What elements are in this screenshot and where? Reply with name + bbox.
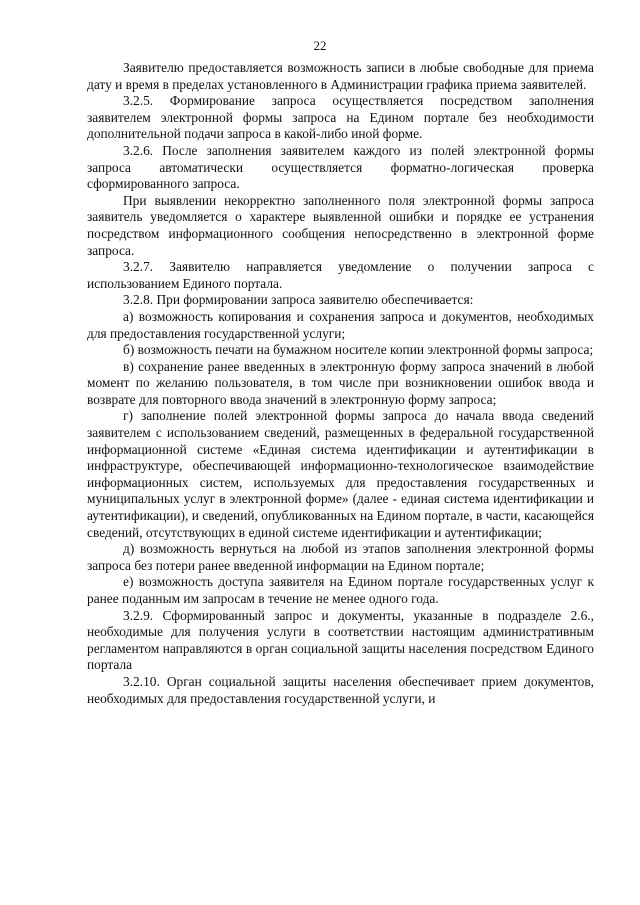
list-item-e: е) возможность доступа заявителя на Едином портале государственных услуг к ранее поданным им запросам в течение не менее одного года. [87,574,594,606]
list-item-v: в) сохранение ранее введенных в электронную форму запроса значений в любой момент по желанию пользователя, в том числе при возникновении ошибок ввода и возврате для повторного ввода значений в электронную форму запроса; [87,358,594,407]
list-item-d: д) возможность вернуться на любой из этапов заполнения электронной формы запроса без потери ранее введенной информации на Едином портале; [87,541,594,573]
paragraph-3-2-8: 3.2.8. При формировании запроса заявителю обеспечивается: [123,292,474,308]
document-body [87,60,594,707]
paragraph-3-2-9: 3.2.9. Сформированный запрос и документы, указанные в подразделе 2.6., необходимые для получения услуги в соответствии настоящим административным регламентом направляются в орган социальной защиты населения посредством Единого портала [87,607,594,673]
list-item-a: а) возможность копирования и сохранения запроса и документов, необходимых для предоставления государственной услуги; [87,308,594,341]
list-item-g: г) заполнение полей электронной формы запроса до начала ввода сведений заявителем с использованием сведений, размещенных в федеральной государственной информационной системе «Единая система идентификации и аутентификации в инфраструктуре, обеспечивающей информационно-технологическое взаимодействие информационных систем, используемых для предоставления государственных и муниципальных услуг в электронной форме» (далее - единая система идентификации и аутентификации), и сведений, опубликованных на Едином портале, в части, касающейся сведений, отсутствующих в единой системе идентификации и аутентификации; [87,408,594,540]
paragraph-3-2-7: 3.2.7. Заявителю направляется уведомление о получении запроса с использованием Единого портала. [87,259,594,291]
list-item-b: б) возможность печати на бумажном носителе копии электронной формы запроса; [123,342,594,358]
paragraph-3-2-10: 3.2.10. Орган социальной защиты населения обеспечивает прием документов, необходимых для предоставления государственной услуги, и [87,673,594,706]
paragraph-3-2-5: 3.2.5. Формирование запроса осуществляется посредством заполнения заявителем электронной формы запроса на Едином портале без необходимости дополнительной подачи запроса в какой-либо иной форме. [87,93,594,142]
paragraph-3-2-6: 3.2.6. После заполнения заявителем каждого из полей электронной формы запроса автоматически осуществляется форматно-логическая проверка сформированного запроса. [87,142,594,192]
page-number: 22 [313,38,327,53]
paragraph-intro: Заявителю предоставляется возможность записи в любые свободные для приема дату и время в пределах установленного в Администрации графика приема заявителей. [87,60,594,92]
paragraph-error-notice: При выявлении некорректно заполненного поля электронной формы запроса заявитель уведомляется о характере выявленной ошибки и порядке ее устранения посредством информационного сообщения непосредственно в электронной форме запроса. [87,192,594,258]
